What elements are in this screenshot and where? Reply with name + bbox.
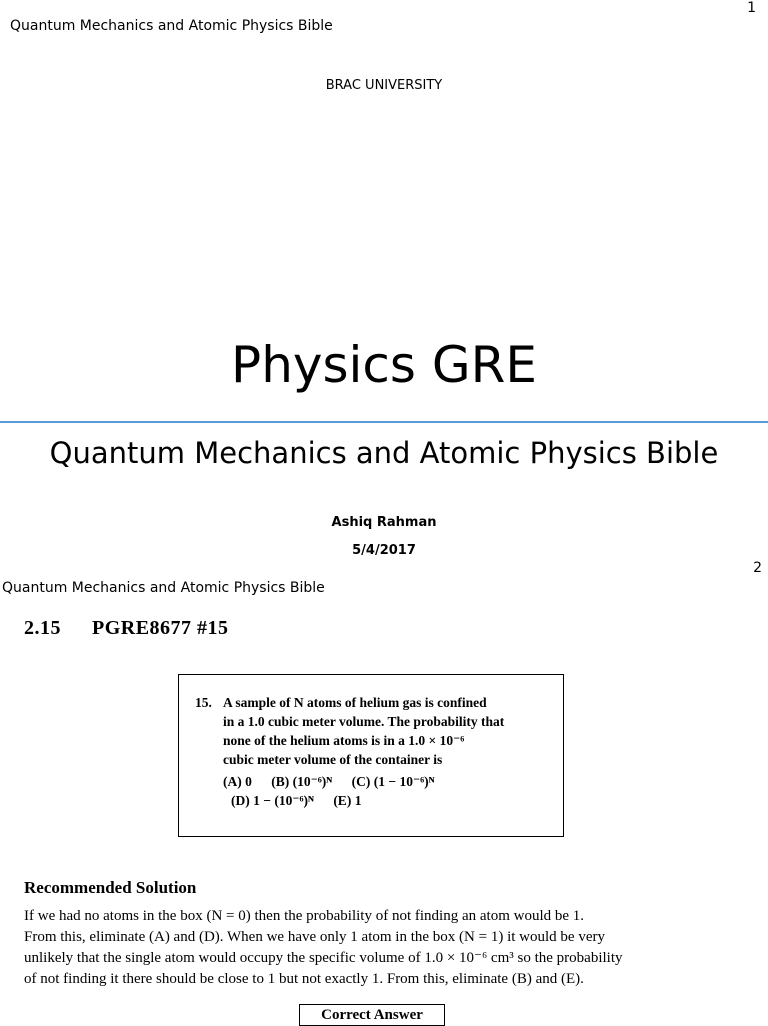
running-header: Quantum Mechanics and Atomic Physics Bible xyxy=(2,580,325,596)
option-a: (A) 0 xyxy=(223,774,252,789)
option-e: (E) 1 xyxy=(333,793,362,808)
question-line: in a 1.0 cubic meter volume. The probability that xyxy=(223,714,505,729)
title-divider xyxy=(0,421,768,423)
running-header: Quantum Mechanics and Atomic Physics Bible xyxy=(10,18,333,34)
page-number: 1 xyxy=(747,0,756,16)
solution-heading: Recommended Solution xyxy=(24,878,197,897)
option-b: (B) (10⁻⁶)ᴺ xyxy=(271,774,333,789)
document-title: Physics GRE xyxy=(231,336,537,394)
question-line: 15. A sample of N atoms of helium gas is confined xyxy=(195,695,487,710)
answer-options xyxy=(195,772,553,791)
answer-options xyxy=(195,791,553,810)
question-line: none of the helium atoms is in a 1.0 × 10⁻⁶ xyxy=(223,733,465,748)
solution-line: unlikely that the single atom would occupy the specific volume of 1.0 × 10⁻⁶ cm³ so the probability xyxy=(24,950,623,966)
question-line: cubic meter volume of the container is xyxy=(223,752,443,767)
question-number: 15. xyxy=(195,695,212,710)
document-subtitle: Quantum Mechanics and Atomic Physics Bible xyxy=(49,436,719,470)
question-box xyxy=(178,674,564,837)
solution-text xyxy=(24,906,754,990)
author-name: Ashiq Rahman xyxy=(331,515,437,530)
page-number: 2 xyxy=(753,560,762,576)
section-heading xyxy=(24,617,229,640)
option-d: (D) 1 − (10⁻⁶)ᴺ xyxy=(231,793,314,808)
university-name: BRAC UNIVERSITY xyxy=(325,78,443,93)
section-number: 2.15 xyxy=(24,617,61,639)
section-title: PGRE8677 #15 xyxy=(92,617,229,639)
correct-answer-button[interactable]: Correct Answer xyxy=(299,1004,445,1026)
solution-line: of not finding it there should be close to 1 but not exactly 1. From this, eliminate (B) and (E). xyxy=(24,971,584,987)
solution-line: From this, eliminate (A) and (D). When we have only 1 atom in the box (N = 1) it would be very xyxy=(24,929,605,945)
document-date: 5/4/2017 xyxy=(352,543,416,558)
option-c: (C) (1 − 10⁻⁶)ᴺ xyxy=(351,774,435,789)
solution-line: If we had no atoms in the box (N = 0) then the probability of not finding an atom would be 1. xyxy=(24,908,585,924)
